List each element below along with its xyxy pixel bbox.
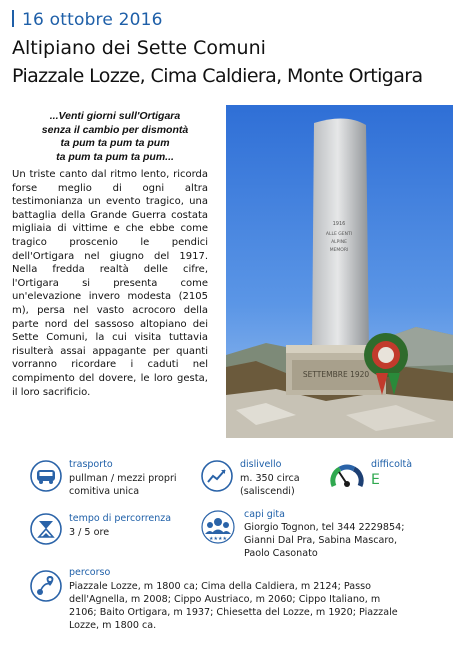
svg-text:ALLE GENTI: ALLE GENTI <box>325 232 353 237</box>
monument-photo <box>226 105 453 438</box>
quote-line: ...Venti giorni sull'Ortigara <box>49 110 181 122</box>
svg-text:★★★★: ★★★★ <box>209 536 227 542</box>
capi-gita-value-line: Paolo Casonato <box>244 548 318 559</box>
trend-chart-icon <box>201 460 233 492</box>
svg-text:MEMORI: MEMORI <box>329 248 349 253</box>
event-date <box>12 10 163 30</box>
page-title: Altipiano dei Sette Comuni <box>12 37 266 59</box>
trasporto-value-line: comitiva unica <box>69 486 140 497</box>
svg-text:1916: 1916 <box>332 221 346 227</box>
page-subtitle: Piazzale Lozze, Cima Caldiera, Monte Ortigara <box>12 65 423 87</box>
quote-line: ta pum ta pum ta pum... <box>56 150 174 163</box>
dislivello-value-line: (saliscendi) <box>240 486 295 497</box>
difficolta-value: E <box>371 472 380 488</box>
percorso-value: Piazzale Lozze, m 1800 ca; Cima della Caldiera, m 2124; Passo dell'Agnella, m 2008; Cippo Austriaco, m 2060; Cippo Italiano, m 2106; Baito Ortigara, m 1937; Chiesetta del Lozze, m 1920; Piazzale Lozze, m 1800 ca. <box>69 581 398 631</box>
gauge-icon <box>330 460 364 494</box>
capi-gita-value-line: Gianni Dal Pra, Sabina Mascaro, <box>244 535 398 546</box>
quote-line: ta pum ta pum ta pum <box>60 137 170 149</box>
percorso-label: percorso <box>69 567 111 578</box>
intro-paragraph: Un triste canto dal ritmo lento, ricorda forse meglio di ogni altra testimonianza un evento tragico, una battaglia della Grande Guerra costata migliaia di vittime e che ebbe come tragico proscenio le pendici dell'Ortigara nel giugno del 1917. Nella fredda realtà delle cifre, l'Ortigara si presenta come un'elevazione invero modesta (2105 m), persa nel vasto acrocoro della parte nord del sassoso altopiano dei Sette Comuni, la cui visita tuttavia risulterà assai appagante per quanti vorranno ricordare i caduti nel compimento del dovere, le loro gesta, il loro sacrificio. <box>12 169 208 398</box>
hourglass-icon <box>30 513 62 545</box>
date-text: 16 ottobre 2016 <box>22 10 163 30</box>
quote-line: senza il cambio per dismontà <box>41 123 189 136</box>
svg-text:ALPINE: ALPINE <box>331 240 347 245</box>
tempo-value: 3 / 5 ore <box>69 527 110 538</box>
dislivello-label: dislivello <box>240 459 282 470</box>
capi-gita-label: capi gita <box>244 509 285 520</box>
group-icon <box>201 510 235 544</box>
trasporto-value-line: pullman / mezzi propri <box>69 473 177 484</box>
tempo-label: tempo di percorrenza <box>69 513 172 524</box>
trasporto-label: trasporto <box>69 459 113 470</box>
date-bar <box>12 10 14 27</box>
bus-icon <box>30 460 62 492</box>
capi-gita-value-line: Giorgio Tognon, tel 344 2229854; <box>244 522 405 533</box>
dislivello-value-line: m. 350 circa <box>240 473 300 484</box>
song-quote <box>20 110 210 164</box>
svg-text:SETTEMBRE 1920: SETTEMBRE 1920 <box>302 370 370 379</box>
route-icon <box>30 570 62 602</box>
difficolta-label: difficoltà <box>371 459 413 470</box>
